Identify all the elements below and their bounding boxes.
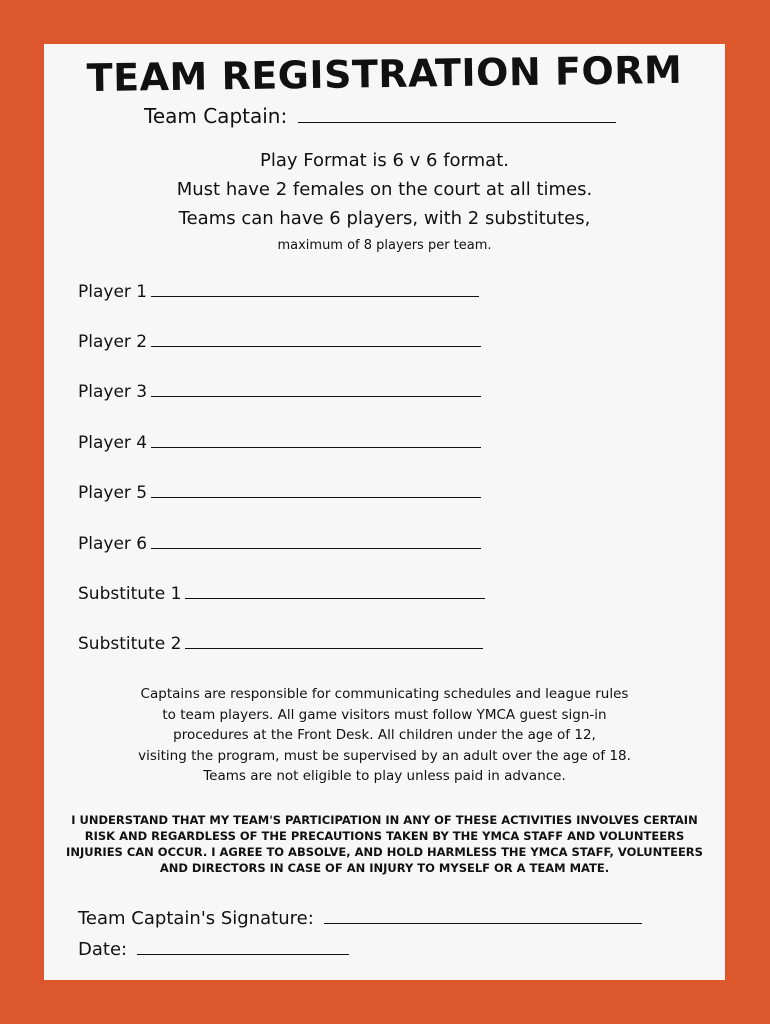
captains-note-line: Teams are not eligible to play unless paid in advance. — [203, 768, 566, 784]
rule-line-2: Must have 2 females on the court at all times. — [176, 179, 593, 200]
team-captain-label: Team Captain: — [144, 104, 288, 128]
player-4-blank[interactable] — [151, 433, 481, 448]
team-captain-field[interactable] — [144, 104, 616, 128]
captains-note — [44, 684, 725, 787]
player-4-label: Player 4 — [78, 433, 148, 453]
player-2-field[interactable] — [78, 332, 481, 352]
player-2-blank[interactable] — [151, 332, 481, 347]
form-paper — [44, 44, 725, 980]
player-6-field[interactable] — [78, 534, 481, 554]
date-field[interactable] — [78, 939, 349, 960]
player-5-label: Player 5 — [78, 483, 148, 503]
player-6-blank[interactable] — [151, 534, 481, 549]
player-1-blank[interactable] — [151, 282, 479, 297]
captain-signature-label: Team Captain's Signature: — [78, 908, 314, 929]
captain-signature-field[interactable] — [78, 908, 642, 929]
player-4-field[interactable] — [78, 433, 481, 453]
player-2-label: Player 2 — [78, 332, 148, 352]
date-blank[interactable] — [137, 940, 349, 955]
player-3-label: Player 3 — [78, 382, 148, 402]
form-title: TEAM REGISTRATION FORM — [86, 47, 683, 101]
waiver-line: RISK AND REGARDLESS OF THE PRECAUTIONS TAKEN BY THE YMCA STAFF AND VOLUNTEERS — [84, 829, 685, 843]
captains-note-line: Captains are responsible for communicating schedules and league rules — [140, 686, 629, 702]
waiver-line: AND DIRECTORS IN CASE OF AN INJURY TO MYSELF OR A TEAM MATE. — [159, 861, 610, 875]
captains-note-line: procedures at the Front Desk. All children under the age of 12, — [173, 727, 596, 743]
player-5-field[interactable] — [78, 483, 481, 503]
substitute-2-label: Substitute 2 — [78, 634, 182, 654]
substitute-2-blank[interactable] — [185, 634, 483, 649]
liability-waiver — [48, 812, 721, 876]
substitute-1-field[interactable] — [78, 584, 485, 604]
player-1-field[interactable] — [78, 282, 479, 302]
player-3-field[interactable] — [78, 382, 481, 402]
captains-note-line: to team players. All game visitors must follow YMCA guest sign-in — [162, 706, 607, 723]
player-1-label: Player 1 — [78, 282, 148, 302]
captain-signature-blank[interactable] — [324, 909, 642, 924]
captains-note-line: visiting the program, must be supervised by an adult over the age of 18. — [138, 747, 631, 764]
player-5-blank[interactable] — [151, 483, 481, 498]
waiver-line: INJURIES CAN OCCUR. I AGREE TO ABSOLVE, AND HOLD HARMLESS THE YMCA STAFF, VOLUNTEERS — [66, 845, 703, 859]
rule-line-3: Teams can have 6 players, with 2 substitutes, — [178, 208, 591, 229]
player-6-label: Player 6 — [78, 534, 148, 554]
substitute-1-blank[interactable] — [185, 584, 485, 599]
date-label: Date: — [78, 939, 128, 960]
player-3-blank[interactable] — [151, 382, 481, 397]
substitute-2-field[interactable] — [78, 634, 483, 654]
waiver-line: I UNDERSTAND THAT MY TEAM'S PARTICIPATION IN ANY OF THESE ACTIVITIES INVOLVES CERTAIN — [71, 813, 698, 827]
team-captain-blank[interactable] — [298, 108, 616, 123]
rule-line-4: maximum of 8 players per team. — [277, 238, 492, 253]
substitute-1-label: Substitute 1 — [78, 584, 182, 604]
rule-line-1: Play Format is 6 v 6 format. — [259, 150, 509, 171]
